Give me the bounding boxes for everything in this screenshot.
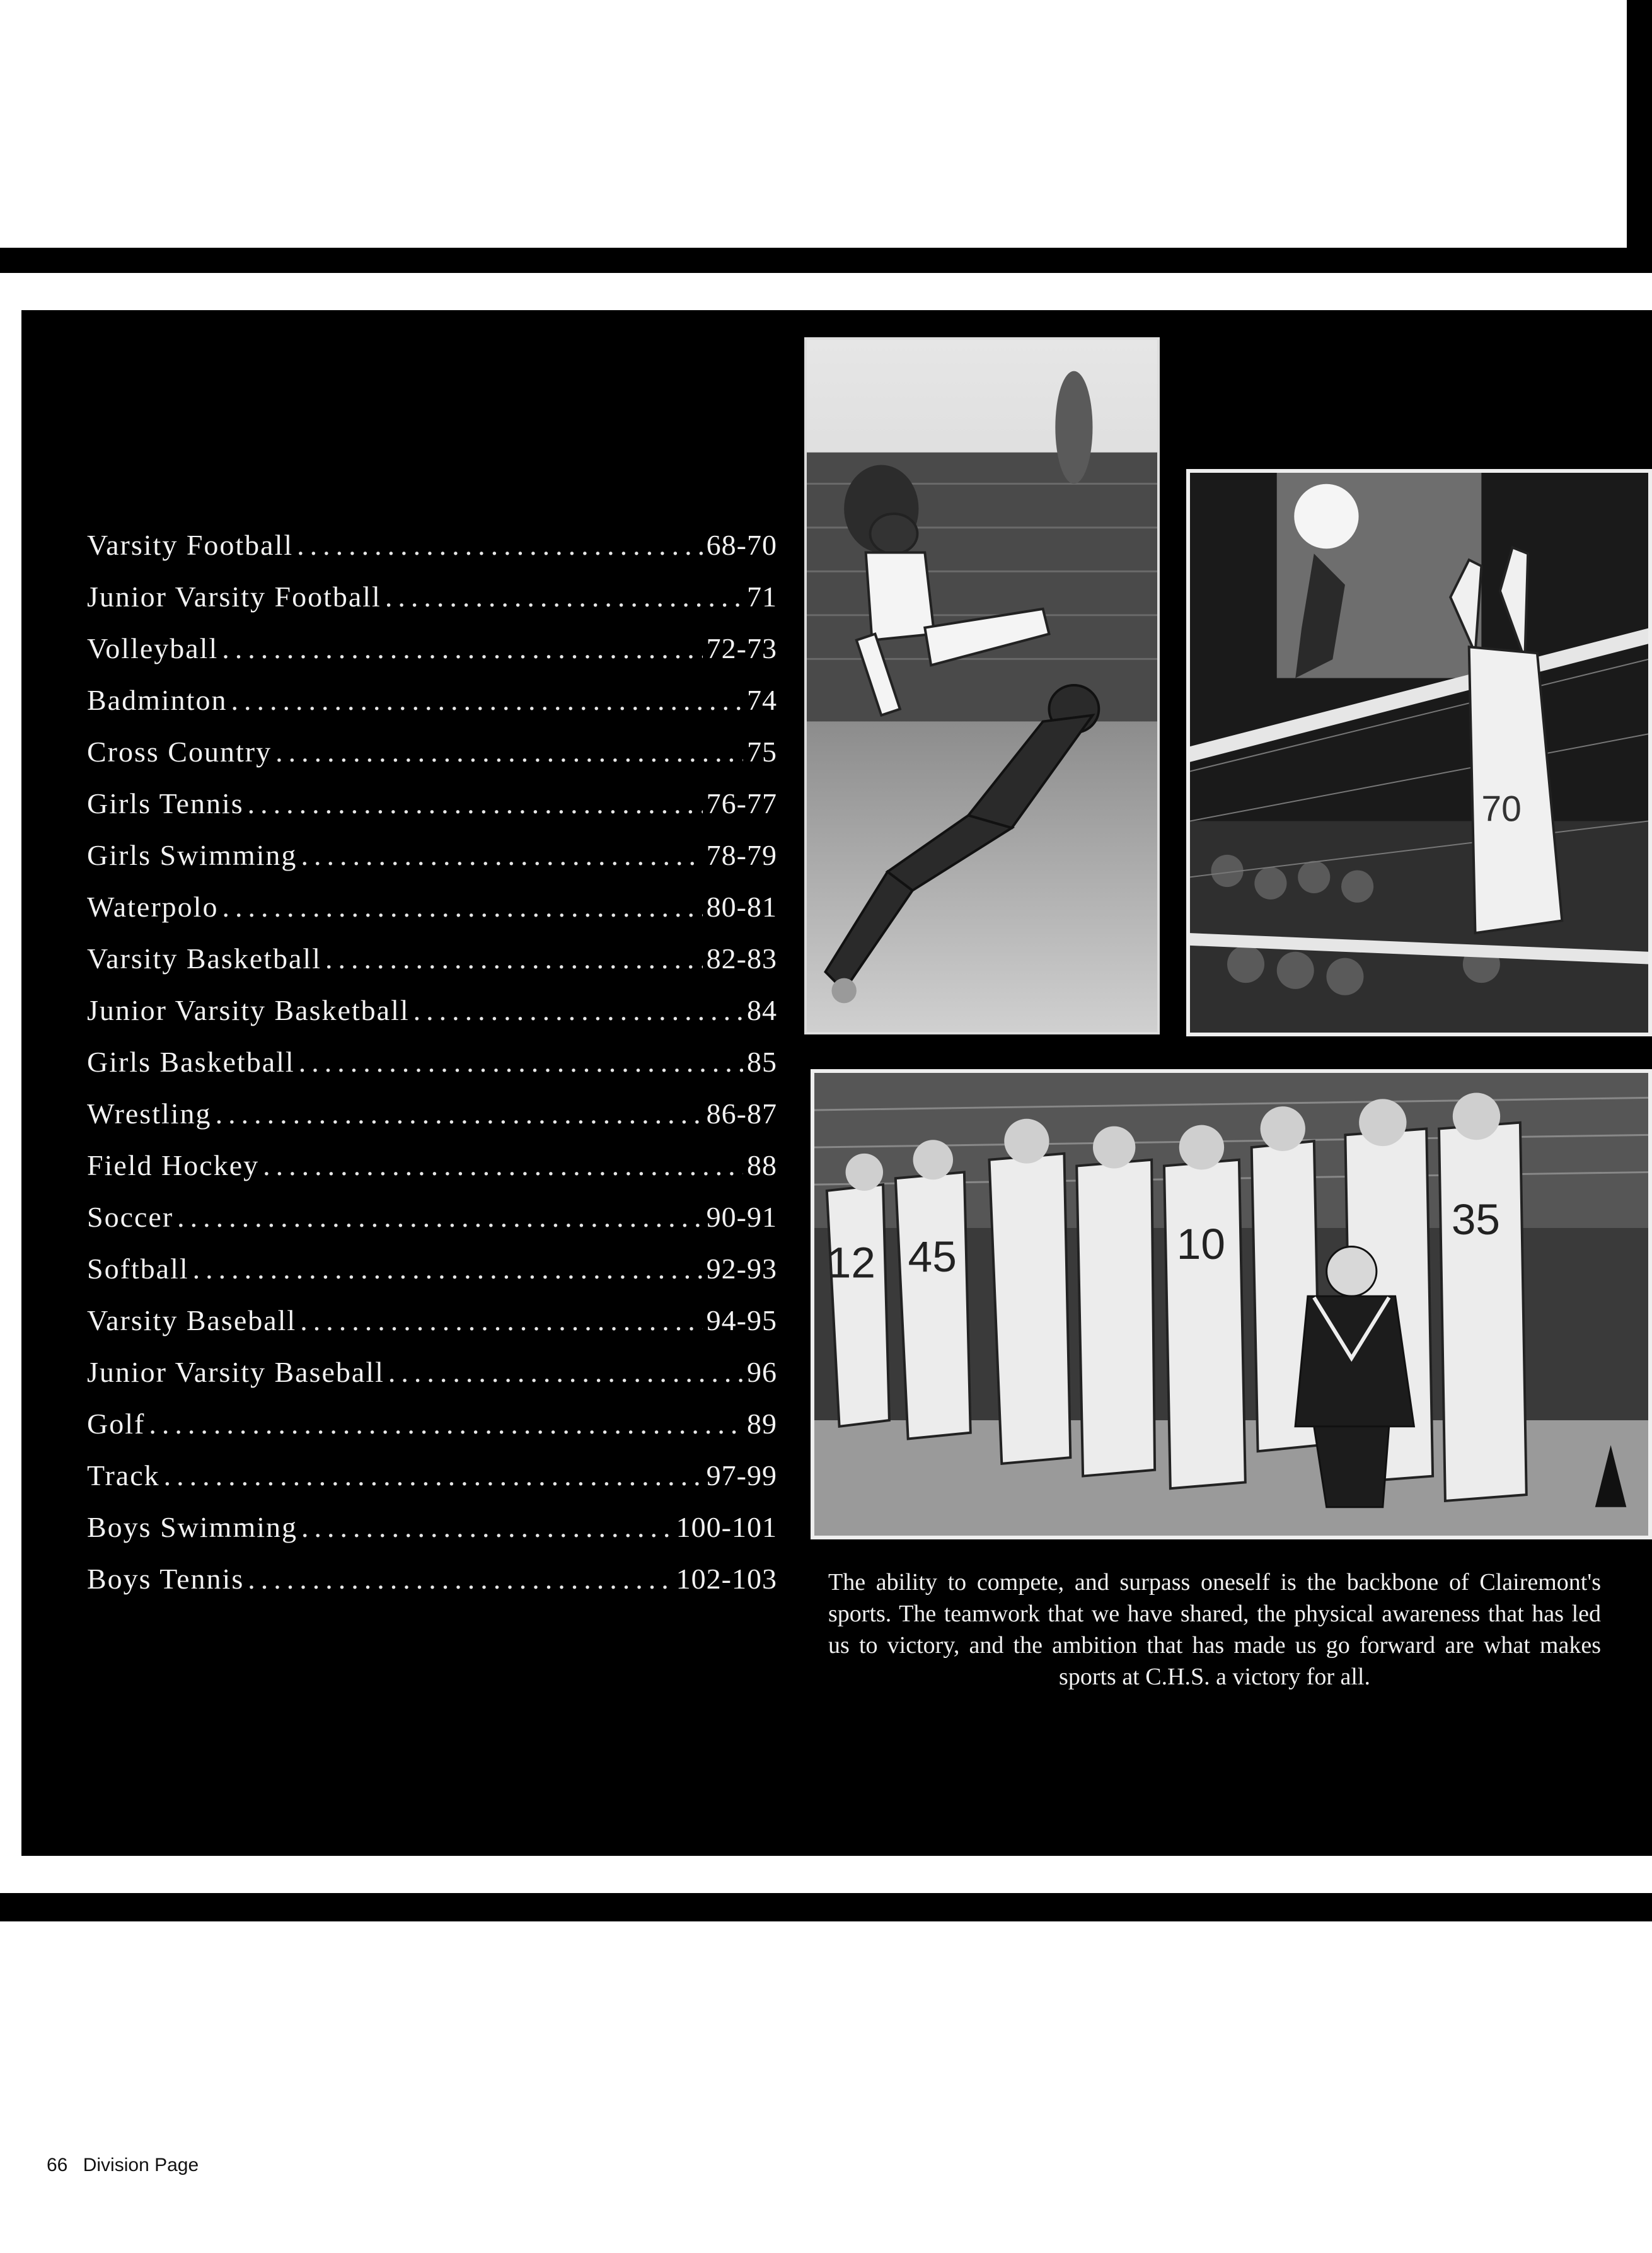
toc-dot-leader <box>297 528 703 562</box>
toc-dot-leader <box>263 1149 743 1182</box>
toc-entry-title: Junior Varsity Basketball <box>87 994 410 1026</box>
toc-entry-title: Junior Varsity Baseball <box>87 1356 384 1388</box>
toc-entry-pages: 100-101 <box>676 1511 777 1543</box>
toc-entry <box>87 1510 777 1562</box>
toc-entry <box>87 528 777 580</box>
toc-entry <box>87 1304 777 1355</box>
toc-entry-title: Volleyball <box>87 632 219 664</box>
top-right-border <box>1627 0 1652 273</box>
toc-dot-leader <box>413 993 743 1027</box>
toc-entry <box>87 838 777 890</box>
toc-entry-pages: 92-93 <box>706 1253 777 1285</box>
toc-entry-title: Girls Basketball <box>87 1046 295 1078</box>
toc-entry-pages: 86-87 <box>706 1098 777 1130</box>
toc-entry <box>87 683 777 735</box>
toc-dot-leader <box>164 1459 703 1492</box>
toc-dot-leader <box>275 735 743 768</box>
volleyball-photo <box>1186 469 1652 1036</box>
toc-entry-title: Varsity Basketball <box>87 942 321 975</box>
svg-text:12: 12 <box>826 1237 875 1287</box>
toc-entry-title: Junior Varsity Football <box>87 581 381 613</box>
toc-entry-title: Track <box>87 1459 160 1491</box>
toc-dot-leader <box>248 1562 672 1596</box>
toc-dot-leader <box>301 838 702 872</box>
toc-entry-title: Girls Tennis <box>87 787 244 820</box>
toc-entry-title: Varsity Football <box>87 529 294 561</box>
toc-entry-pages: 75 <box>747 736 777 768</box>
toc-dot-leader <box>222 632 702 665</box>
toc-entry-pages: 89 <box>747 1408 777 1440</box>
toc-entry-title: Cross Country <box>87 736 272 768</box>
toc-entry-pages: 71 <box>747 581 777 613</box>
toc-entry-title: Girls Swimming <box>87 839 297 871</box>
page-number: 66 <box>47 2155 68 2175</box>
toc-entry-pages: 74 <box>747 684 777 716</box>
toc-entry-title: Boys Swimming <box>87 1511 298 1543</box>
toc-entry <box>87 632 777 683</box>
toc-entry <box>87 890 777 942</box>
toc-entry <box>87 1407 777 1459</box>
svg-text:10: 10 <box>1176 1219 1225 1269</box>
toc-entry-pages: 96 <box>747 1356 777 1388</box>
toc-entry <box>87 1355 777 1407</box>
toc-entry-title: Badminton <box>87 684 228 716</box>
toc-entry-title: Varsity Baseball <box>87 1304 297 1336</box>
svg-text:70: 70 <box>1481 789 1522 830</box>
toc-entry-pages: 80-81 <box>706 891 777 923</box>
toc-entry-title: Field Hockey <box>87 1149 260 1181</box>
toc-dot-leader <box>222 890 702 924</box>
toc-dot-leader <box>385 580 743 613</box>
toc-dot-leader <box>216 1097 703 1130</box>
toc-entry-title: Boys Tennis <box>87 1563 245 1595</box>
toc-entry-pages: 88 <box>747 1149 777 1181</box>
section-label: Division Page <box>83 2155 199 2175</box>
toc-dot-leader <box>248 787 703 820</box>
toc-entry <box>87 580 777 632</box>
toc-entry <box>87 1252 777 1304</box>
toc-entry <box>87 1045 777 1097</box>
toc-entry-title: Soccer <box>87 1201 174 1233</box>
division-caption: The ability to compete, and surpass oneself is the backbone of Clairemont's sports. The teamwork that we have shared, the physical awareness that has led us to victory, and the ambition that has made us go forward are what makes sports at C.H.S. a victory for all. <box>828 1569 1601 1690</box>
toc-dot-leader <box>301 1510 673 1544</box>
toc-entry-pages: 90-91 <box>706 1201 777 1233</box>
football-team-cheerleader-photo <box>811 1069 1652 1539</box>
toc-dot-leader <box>177 1200 703 1234</box>
page-footer <box>47 2155 199 2176</box>
toc-entry <box>87 1459 777 1510</box>
toc-entry-pages: 72-73 <box>706 632 777 664</box>
toc-entry <box>87 1200 777 1252</box>
toc-entry-pages: 94-95 <box>706 1304 777 1336</box>
toc-entry <box>87 787 777 838</box>
top-border <box>0 248 1652 273</box>
toc-entry-pages: 97-99 <box>706 1459 777 1491</box>
toc-entry-pages: 76-77 <box>706 787 777 820</box>
toc-dot-leader <box>193 1252 703 1285</box>
svg-text:35: 35 <box>1451 1195 1500 1244</box>
svg-text:45: 45 <box>908 1232 957 1281</box>
toc-entry-pages: 68-70 <box>706 529 777 561</box>
football-photo <box>804 337 1160 1034</box>
toc-entry <box>87 1097 777 1149</box>
toc-entry-pages: 84 <box>747 994 777 1026</box>
toc-entry-pages: 82-83 <box>706 942 777 975</box>
toc-entry-pages: 102-103 <box>676 1563 777 1595</box>
toc-dot-leader <box>300 1304 702 1337</box>
toc-dot-leader <box>299 1045 743 1079</box>
toc-entry-title: Golf <box>87 1408 146 1440</box>
toc-entry-title: Softball <box>87 1253 189 1285</box>
toc-dot-leader <box>388 1355 743 1389</box>
toc-entry <box>87 735 777 787</box>
bottom-border <box>0 1893 1652 1921</box>
toc-entry <box>87 993 777 1045</box>
toc-dot-leader <box>149 1407 743 1440</box>
toc-entry-title: Waterpolo <box>87 891 219 923</box>
toc-entry <box>87 1149 777 1200</box>
sports-table-of-contents <box>87 528 777 1614</box>
toc-entry-title: Wrestling <box>87 1098 212 1130</box>
toc-entry-pages: 78-79 <box>706 839 777 871</box>
toc-dot-leader <box>231 683 743 717</box>
toc-dot-leader <box>325 942 703 975</box>
toc-entry-pages: 85 <box>747 1046 777 1078</box>
toc-entry <box>87 942 777 993</box>
toc-entry <box>87 1562 777 1614</box>
